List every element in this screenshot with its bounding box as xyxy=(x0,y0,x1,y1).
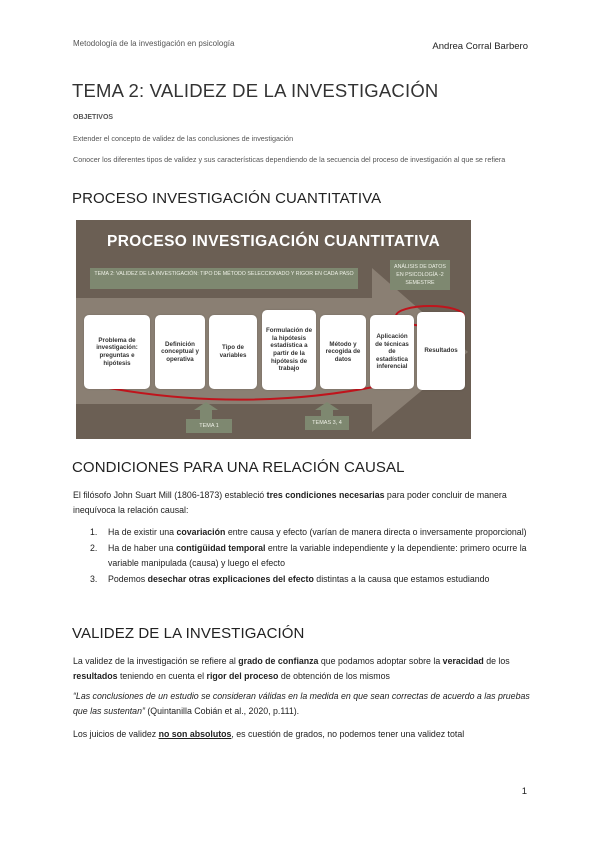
objectives-label: OBJETIVOS xyxy=(73,114,114,121)
validez-grados xyxy=(73,727,533,742)
step-problema: Problema de investigación: preguntas e hipótesis xyxy=(84,315,150,389)
text-run: , es cuestión de grados, no podemos tener una validez total xyxy=(231,729,465,739)
bold-run: rigor del proceso xyxy=(206,671,279,681)
text-run: que podamos adoptar sobre la xyxy=(318,656,443,666)
intro-text: El filósofo John Suart Mill (1806-1873) estableció xyxy=(73,490,267,500)
condition-number: 2. xyxy=(90,543,98,553)
bold-run: veracidad xyxy=(442,656,484,666)
condition-item xyxy=(90,525,530,540)
section-heading-condiciones: CONDICIONES PARA UNA RELACIÓN CAUSAL xyxy=(72,459,405,476)
quote-citation: (Quintanilla Cobián et al., 2020, p.111). xyxy=(144,706,300,716)
text-run: teniendo en cuenta el xyxy=(117,671,207,681)
text-run: de obtención de los mismos xyxy=(278,671,390,681)
validez-quote xyxy=(73,689,533,719)
intro-text-end: para poder concluir de manera inequívoca la relación causal: xyxy=(73,490,507,515)
condiciones-intro xyxy=(73,488,533,518)
step-metodo: Método y recogida de datos xyxy=(320,315,366,389)
tema1-badge: TEMA 1 xyxy=(186,419,232,433)
condition-bold: contigüidad temporal xyxy=(175,543,266,553)
validez-paragraph xyxy=(73,654,533,684)
tema34-badge: TEMAS 3, 4 xyxy=(305,416,349,430)
objective-item: Extender el concepto de validez de las conclusiones de investigación xyxy=(73,134,294,143)
condition-text-end: distintas a la causa que estamos estudiando xyxy=(313,574,490,584)
condition-item xyxy=(90,572,530,587)
text-run: de los xyxy=(483,656,510,666)
condition-text: Ha de existir una xyxy=(108,527,177,537)
analisis-banner: ANÁLISIS DE DATOS EN PSICOLOGÍA -2 SEMESTRE xyxy=(390,260,450,290)
underlined-bold-run: no son absolutos xyxy=(158,729,232,739)
quote-text: “Las conclusiones de un estudio se consideran válidas en la medida en que sean correctas de acuerdo a las pruebas que las sustentan” xyxy=(73,691,530,716)
text-run: La validez de la investigación se refiere al xyxy=(73,656,239,666)
intro-bold: tres condiciones necesarias xyxy=(266,490,385,500)
section-heading-proceso: PROCESO INVESTIGACIÓN CUANTITATIVA xyxy=(72,190,382,207)
section-heading-validez: VALIDEZ DE LA INVESTIGACIÓN xyxy=(72,625,305,642)
condition-text: Ha de haber una xyxy=(108,543,176,553)
step-tipo-variables: Tipo de variables xyxy=(209,315,257,389)
conditions-list xyxy=(90,525,530,588)
step-formulacion: Formulación de la hipótesis estadística a partir de la hipótesis de trabajo xyxy=(262,310,316,390)
condition-number: 1. xyxy=(90,527,98,537)
condition-bold: covariación xyxy=(176,527,226,537)
step-resultados: Resultados xyxy=(417,312,465,390)
header-course: Metodología de la investigación en psicología xyxy=(73,39,235,48)
condition-text-end: entre la variable independiente y la dependiente: primero ocurre la variable manipulada (causa) y luego el efecto xyxy=(108,543,527,568)
page-number: 1 xyxy=(521,786,527,797)
condition-number: 3. xyxy=(90,574,98,584)
up-arrow-left xyxy=(194,402,218,420)
condition-bold: desechar otras explicaciones del efecto xyxy=(147,574,314,584)
process-diagram xyxy=(76,220,471,439)
condition-item xyxy=(90,541,530,571)
condition-text-end: entre causa y efecto (varían de manera directa o inversamente proporcional) xyxy=(225,527,527,537)
text-run: Los juicios de validez xyxy=(73,729,159,739)
objective-item: Conocer los diferentes tipos de validez y sus características dependiendo de la secuencia del proceso de investigación al que se refiera xyxy=(73,155,506,164)
condition-text: Podemos xyxy=(108,574,148,584)
page-title: TEMA 2: VALIDEZ DE LA INVESTIGACIÓN xyxy=(72,80,439,101)
diagram-title: PROCESO INVESTIGACIÓN CUANTITATIVA xyxy=(106,233,441,250)
step-aplicacion: Aplicación de técnicas de estadística inferencial xyxy=(370,315,414,389)
bold-run: resultados xyxy=(73,671,118,681)
bold-run: grado de confianza xyxy=(238,656,319,666)
step-definicion: Definición conceptual y operativa xyxy=(155,315,205,389)
tema2-banner: TEMA 2: VALIDEZ DE LA INVESTIGACIÓN: TIPO DE MÉTODO SELECCIONADO Y RIGOR EN CADA PASO xyxy=(90,268,358,289)
header-author: Andrea Corral Barbero xyxy=(432,41,528,52)
